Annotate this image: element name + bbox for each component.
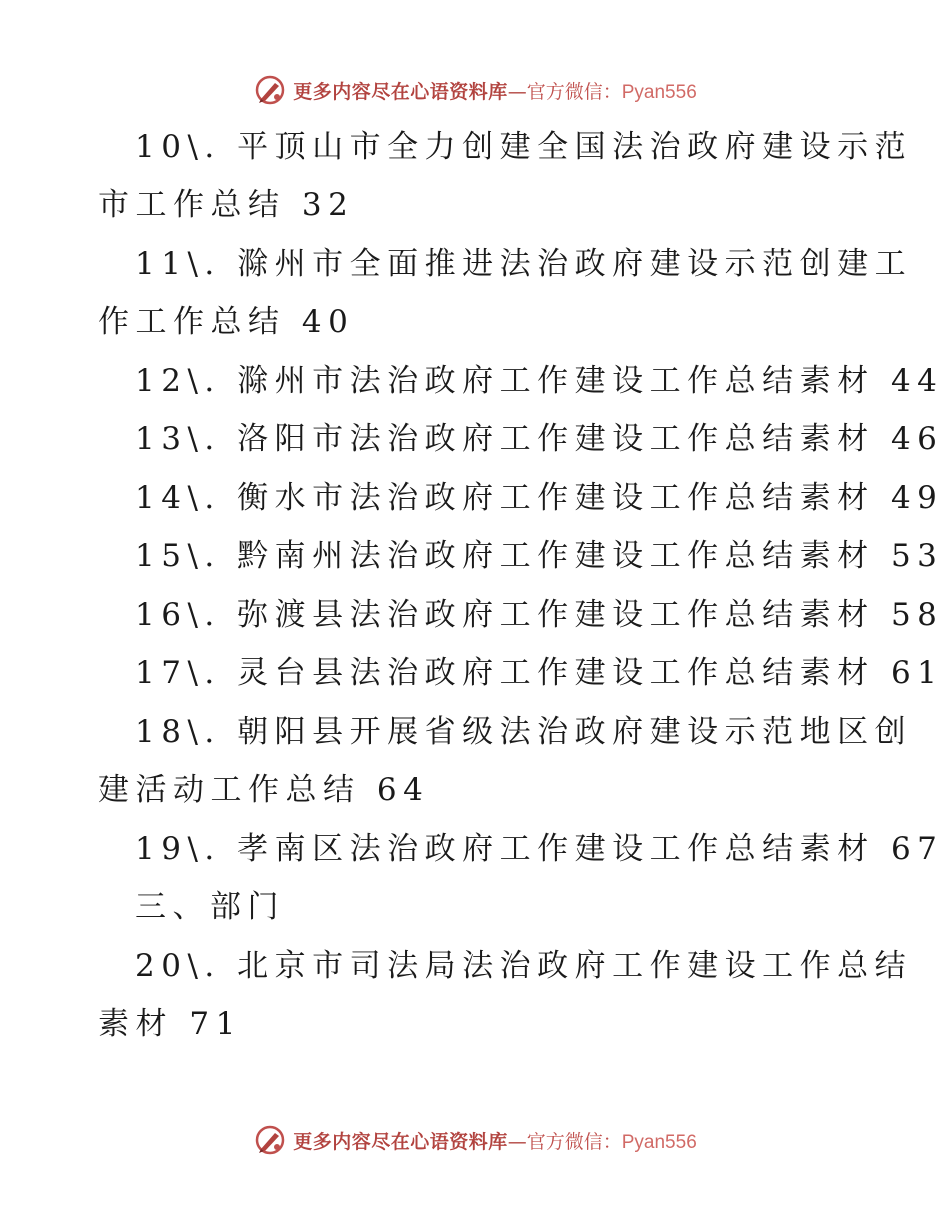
toc-entry-19: 19\. 孝南区法治政府工作建设工作总结素材 67 <box>135 831 944 867</box>
header-watermark <box>0 70 950 110</box>
toc-entry-11-line-2: 作工作总结 40 <box>98 304 355 340</box>
toc-entry-10-line-2: 市工作总结 32 <box>98 187 355 223</box>
toc-entry-12: 12\. 滁州市法治政府工作建设工作总结素材 44 <box>135 363 944 399</box>
toc-entry-10-line-1: 10\. 平顶山市全力创建全国法治政府建设示范 <box>135 129 913 165</box>
watermark-separator: — <box>507 1130 527 1153</box>
pen-logo-icon <box>253 1123 287 1157</box>
toc-entry-16: 16\. 弥渡县法治政府工作建设工作总结素材 58 <box>135 597 944 633</box>
watermark-id: Pyan556 <box>621 1131 697 1153</box>
footer-watermark <box>0 1120 950 1160</box>
toc-entry-17: 17\. 灵台县法治政府工作建设工作总结素材 61 <box>135 655 944 691</box>
toc-entry-13: 13\. 洛阳市法治政府工作建设工作总结素材 46 <box>135 421 944 457</box>
pen-logo-icon <box>253 73 287 107</box>
toc-entry-18-line-1: 18\. 朝阳县开展省级法治政府建设示范地区创 <box>135 714 913 750</box>
toc-entry-20-line-1: 20\. 北京市司法局法治政府工作建设工作总结 <box>135 948 913 984</box>
watermark-id: Pyan556 <box>621 81 697 103</box>
watermark-label: 官方微信： <box>526 1130 622 1153</box>
toc-entry-14: 14\. 衡水市法治政府工作建设工作总结素材 49 <box>135 480 944 516</box>
watermark-text <box>293 77 697 104</box>
watermark-main: 更多内容尽在心语资料库 <box>293 80 508 103</box>
watermark-main: 更多内容尽在心语资料库 <box>293 1130 508 1153</box>
toc-entry-15: 15\. 黔南州法治政府工作建设工作总结素材 53 <box>135 538 944 574</box>
watermark-text <box>293 1127 697 1154</box>
watermark-label: 官方微信： <box>526 80 622 103</box>
toc-entry-20-line-2: 素材 71 <box>98 1006 242 1042</box>
watermark-separator: — <box>507 80 527 103</box>
toc-entry-11-line-1: 11\. 滁州市全面推进法治政府建设示范创建工 <box>135 246 913 282</box>
toc-section-heading: 三、部门 <box>135 889 285 925</box>
toc-entry-18-line-2: 建活动工作总结 64 <box>98 772 430 808</box>
